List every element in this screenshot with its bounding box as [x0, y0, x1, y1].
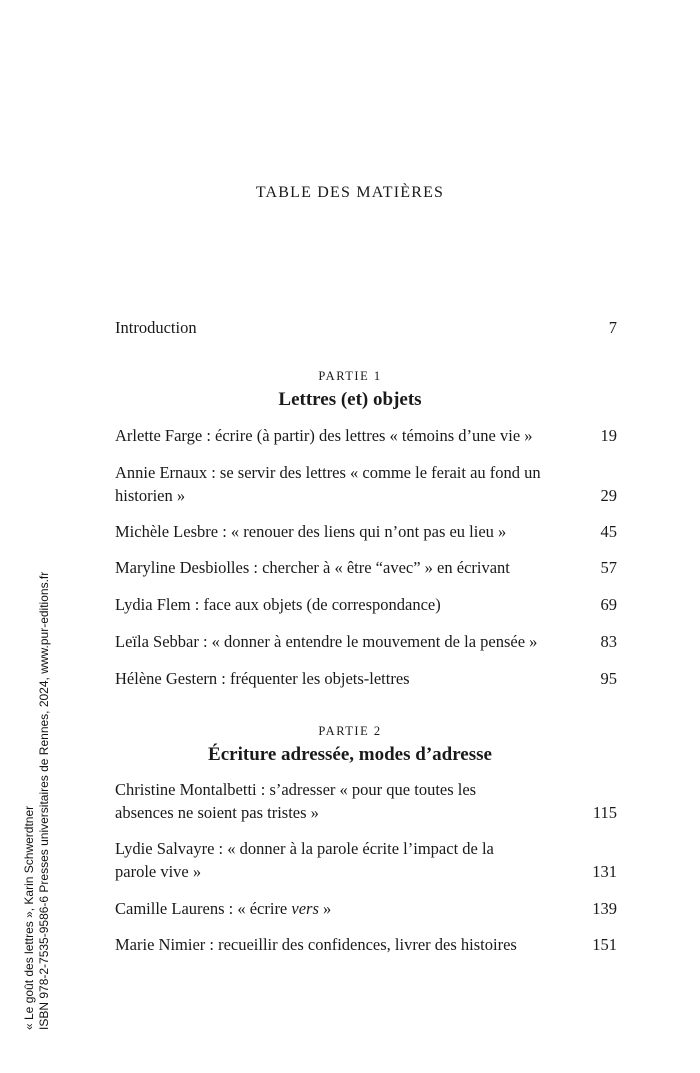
toc-entry[interactable] [115, 424, 617, 447]
entry-page-number: 131 [592, 862, 617, 881]
entry-page-number: 139 [592, 899, 617, 918]
entry-text: Leïla Sebbar : « donner à entendre le mouvement de la pensée » [115, 632, 538, 651]
entry-text: Introduction [115, 318, 197, 337]
entry-page-number: 83 [600, 632, 617, 651]
toc-entry[interactable] [115, 933, 617, 956]
entry-page-number: 19 [600, 426, 617, 445]
entry-page-number: 7 [608, 318, 617, 337]
part-title: Écriture adressée, modes d’adresse [208, 744, 492, 765]
entry-text: Camille Laurens : « écrire vers » [115, 899, 332, 918]
entry-page-number: 95 [600, 669, 617, 688]
entry-page-number: 115 [592, 803, 617, 822]
entry-text: Lydia Flem : face aux objets (de correspondance) [115, 595, 441, 614]
entry-page-number: 29 [600, 486, 617, 505]
entry-page-number: 151 [592, 935, 617, 954]
toc-entry[interactable] [115, 593, 617, 616]
toc-entry[interactable] [115, 461, 617, 507]
entry-text: Michèle Lesbre : « renouer des liens qui n’ont pas eu lieu » [115, 522, 507, 541]
sidebar-line: ISBN 978-2-7535-9586-6 Presses universitaires de Rennes, 2024, www.pur-editions.fr [37, 571, 51, 1030]
toc-entry[interactable] [115, 520, 617, 543]
part-label: PARTIE 2 [318, 724, 382, 738]
part-title: Lettres (et) objets [278, 389, 422, 410]
entry-text: Christine Montalbetti : s’adresser « pour que toutes les absences ne soient pas tristes » [115, 780, 477, 822]
entry-text: Lydie Salvayre : « donner à la parole écrite l’impact de la parole vive » [115, 839, 494, 881]
entry-text-emphasis: vers [291, 899, 319, 918]
toc-entry[interactable] [115, 778, 617, 824]
entry-text: Annie Ernaux : se servir des lettres « comme le ferait au fond un historien » [115, 463, 541, 505]
toc-entry[interactable] [115, 630, 617, 653]
entry-text: Hélène Gestern : fréquenter les objets-lettres [115, 669, 410, 688]
entry-page-number: 57 [600, 558, 617, 577]
entry-text: Arlette Farge : écrire (à partir) des lettres « témoins d’une vie » [115, 426, 533, 445]
entry-page-number: 69 [600, 595, 617, 614]
entry-page-number: 45 [600, 522, 617, 541]
part-label: PARTIE 1 [318, 369, 382, 383]
toc-entry[interactable] [115, 667, 617, 690]
toc-entry-introduction[interactable] [115, 316, 617, 339]
page-title: TABLE DES MATIÈRES [255, 184, 445, 201]
toc-entry[interactable] [115, 556, 617, 579]
entry-text: Marie Nimier : recueillir des confidences, livrer des histoires [115, 935, 517, 954]
toc-entry[interactable] [115, 837, 617, 883]
toc-entry[interactable] [115, 897, 617, 920]
copyright-sidebar [22, 470, 52, 1030]
sidebar-line: « Le goût des lettres », Karin Schwerdtner [22, 805, 36, 1030]
entry-text: Maryline Desbiolles : chercher à « être “avec” » en écrivant [115, 558, 510, 577]
